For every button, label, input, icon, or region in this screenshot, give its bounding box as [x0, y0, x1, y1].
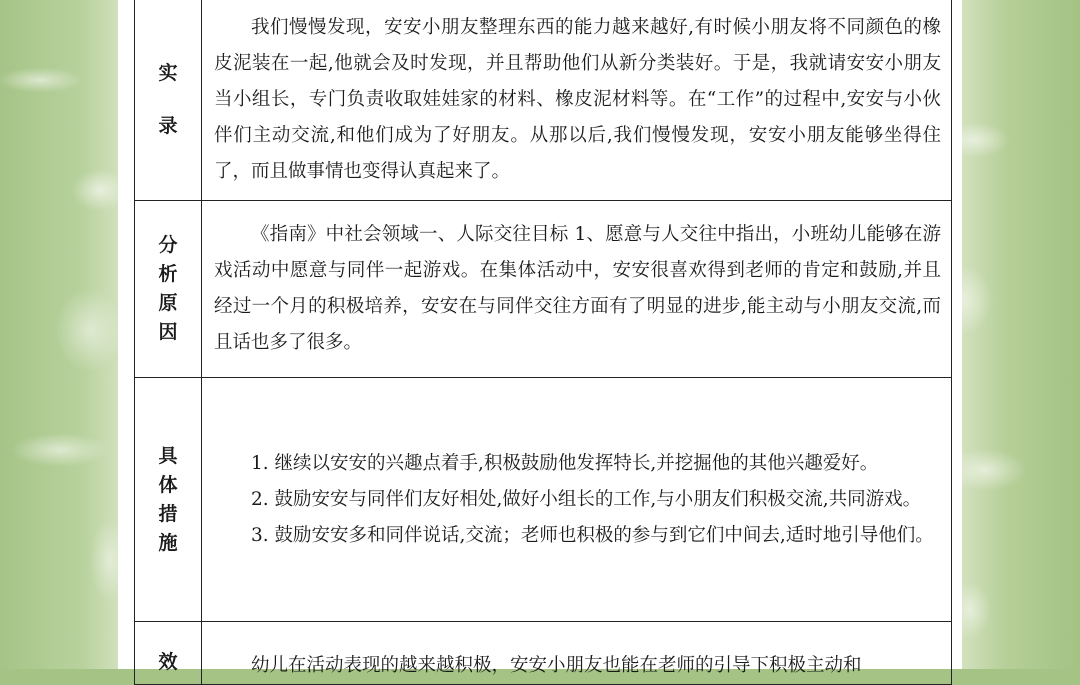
row-content — [202, 201, 952, 378]
decorative-background-right — [945, 0, 1080, 669]
observation-record-table — [134, 0, 952, 685]
table-row-effect — [135, 622, 952, 685]
paragraph: 我们慢慢发现，安安小朋友整理东西的能力越来越好,有时候小朋友将不同颜色的橡皮泥装在一起,他就会及时发现，并且帮助他们从新分类装好。于是，我就请安安小朋友当小组长，专门负责收取娃娃家的材料、橡皮泥材料等。在“工作”的过程中,安安与小伙伴们主动交流,和他们成为了好朋友。从那以后,我们慢慢发现，安安小朋友能够坐得住了，而且做事情也变得认真起来了。 — [214, 16, 941, 182]
row-content — [202, 0, 952, 201]
paragraph: 1. 继续以安安的兴趣点着手,积极鼓励他发挥特长,并挖掘他的其他兴趣爱好。 — [251, 452, 879, 474]
row-content — [202, 622, 952, 685]
paragraph: 2. 鼓励安安与同伴们友好相处,做好小组长的工作,与小朋友们积极交流,共同游戏。 — [251, 488, 922, 510]
row-label: 具 体 措 施 — [135, 378, 202, 622]
paragraph: 3. 鼓励安安多和同伴说话,交流；老师也积极的参与到它们中间去,适时地引导他们。 — [251, 524, 934, 546]
row-content — [202, 378, 952, 622]
row-label: 分 析 原 因 — [135, 201, 202, 378]
row-label: 实 录 — [135, 0, 202, 201]
paragraph: 《指南》中社会领域一、人际交往目标 1、愿意与人交往中指出，小班幼儿能够在游戏活动中愿意与同伴一起游戏。在集体活动中，安安很喜欢得到老师的肯定和鼓励,并且经过一个月的积极培养，安安在与同伴交往方面有了明显的进步,能主动与小朋友交流,而且话也多了很多。 — [214, 224, 941, 353]
table-row-measures — [135, 378, 952, 622]
row-label: 效 — [135, 622, 202, 685]
table-row-record — [135, 0, 952, 201]
paragraph: 幼儿在活动表现的越来越积极，安安小朋友也能在老师的引导下积极主动和 — [251, 655, 862, 676]
table-row-analysis — [135, 201, 952, 378]
